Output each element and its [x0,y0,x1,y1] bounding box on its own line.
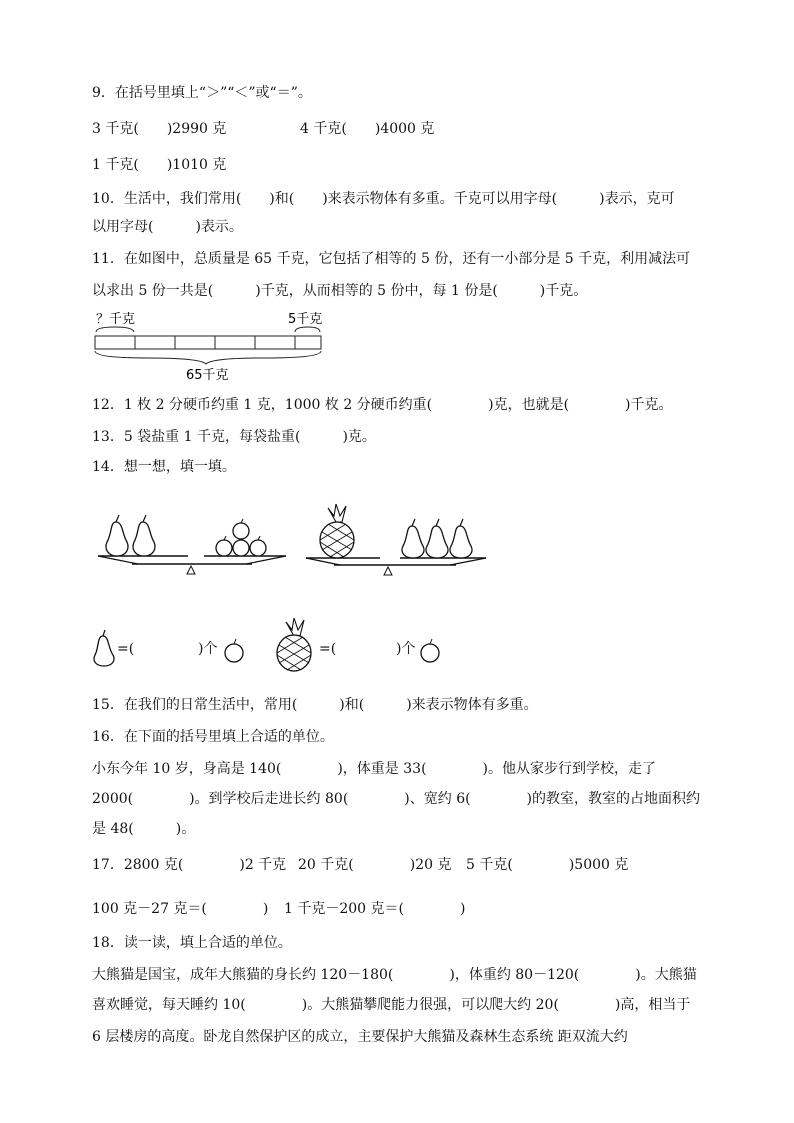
pear-icon [106,515,128,556]
q16-title: 16．在下面的括号里填上合适的单位。 [92,729,334,745]
q10-line2: 以用字母( )表示。 [92,219,243,235]
pear-icon [426,519,448,558]
q11-line2: 以求出 5 份一共是( )千克，从而相等的 5 份中，每 1 份是( )千克。 [92,283,588,299]
q11-left-label: ？千克 [96,312,136,327]
q11-right-label: 5千克 [288,312,323,327]
q11-segment-diagram [88,306,338,386]
q16-line1: 小东今年 10 岁，身高是 140( )，体重是 33( )。他从家步行到学校，走了 [92,761,656,777]
q9-item-b: 4 千克( )4000 克 [300,121,435,137]
q9-item-c: 1 千克( )1010 克 [92,157,227,173]
pear-icon [450,519,472,558]
q14-title: 14．想一想，填一填。 [92,459,236,475]
q10-line1: 10．生活中，我们常用( )和( )来表示物体有多重。千克可以用字母( )表示，克可 [92,191,675,207]
apple-icon [418,638,442,664]
q18-line3: 6 层楼房的高度。卧龙自然保护区的成立，主要保护大熊猫及森林生态系统 距双流大约 [92,1029,628,1045]
q17-item-a: 17．2800 克( )2 千克 [92,857,287,873]
apple-icon [216,536,232,556]
balance-scale-icon [92,500,292,580]
pineapple-icon [320,504,354,558]
q11-total-label: 65千克 [186,368,229,383]
q14-eq1-close: )个 [198,641,218,657]
q14-eq2-open: =( [319,641,337,657]
q14-eq2-close: )个 [396,641,416,657]
q9-item-a: 3 千克( )2990 克 [92,121,227,137]
q9-title: 9．在括号里填上“＞”“＜”或“＝”。 [92,85,312,101]
q16-line2: 2000( )。到学校后走进长约 80( )、宽约 6( )的教室，教室的占地面积约 [92,791,701,807]
apple-icon [250,536,266,556]
q18-line2: 喜欢睡觉，每天睡约 10( )。大熊猫攀爬能力很强，可以爬大约 20( )高，相当于 [92,997,691,1013]
pear-icon [402,519,424,558]
pear-icon [133,515,155,556]
q11-total-bar [95,336,321,349]
q18-title: 18．读一读，填上合适的单位。 [92,935,292,951]
pear-icon [92,628,116,668]
q14-eq1-open: =( [117,641,135,657]
q15-text: 15．在我们的日常生活中，常用( )和( )来表示物体有多重。 [92,697,538,713]
q17-item-d: 100 克－27 克＝( ) [92,901,269,917]
q13-text: 13．5 袋盐重 1 千克，每袋盐重( )克。 [92,429,376,445]
pineapple-icon [272,618,316,672]
q17-item-e: 1 千克－200 克＝( ) [284,901,466,917]
q11-right-brace [295,327,320,332]
q11-left-brace [96,327,134,332]
q17-item-c: 5 千克( )5000 克 [466,857,629,873]
apple-icon [222,638,246,664]
apple-icon [233,519,249,539]
balance-scale-icon [300,500,500,580]
q17-item-b: 20 千克( )20 克 [298,857,452,873]
q11-line1: 11．在如图中，总质量是 65 千克，它包括了相等的 5 份，还有一小部分是 5 千克，利用减法可 [92,251,691,267]
q12-text: 12．1 枚 2 分硬币约重 1 克，1000 枚 2 分硬币约重( )克，也就是( )千克。 [92,397,673,413]
q18-line1: 大熊猫是国宝，成年大熊猫的身长约 120－180( )，体重约 80－120( )。大熊猫 [92,967,697,983]
q16-line3: 是 48( )。 [92,821,196,837]
q11-total-brace [95,351,321,364]
